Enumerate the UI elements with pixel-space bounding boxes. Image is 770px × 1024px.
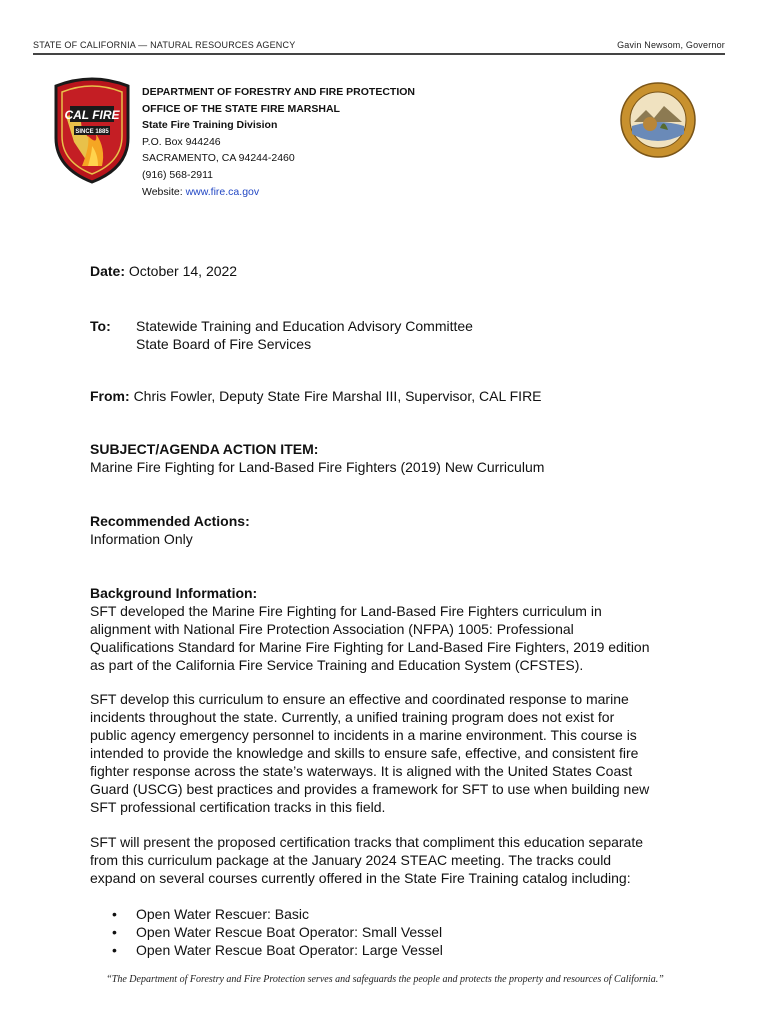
- header-divider: [33, 53, 725, 55]
- paragraph-line: SFT develop this curriculum to ensure an effective and coordinated response to marine: [90, 691, 629, 707]
- memo-to-label: To:: [90, 318, 111, 334]
- from-label: From:: [90, 388, 130, 404]
- date-value: October 14, 2022: [128, 263, 238, 279]
- subject-heading: SUBJECT/AGENDA ACTION ITEM:: [90, 441, 319, 457]
- recommended-actions-text: Information Only: [90, 531, 193, 547]
- logo-main-text: CAL FIRE: [64, 108, 120, 122]
- paragraph-line: fighter response across the state’s waterways. It is aligned with the United States Coast: [90, 763, 633, 779]
- memo-date: [90, 262, 237, 280]
- paragraph-line: expand on several courses currently offered in the State Fire Training catalog including:: [90, 870, 631, 886]
- website-label: Website:: [142, 185, 183, 198]
- from-value: Chris Fowler, Deputy State Fire Marshal III, Supervisor, CAL FIRE: [133, 388, 542, 404]
- logo-sub-text: SINCE 1885: [75, 129, 109, 135]
- paragraph-line: incidents throughout the state. Currently, a unified training program does not exist for: [90, 709, 615, 725]
- agency-name: STATE OF CALIFORNIA — NATURAL RESOURCES AGENCY: [33, 40, 296, 50]
- date-label: Date:: [90, 263, 126, 279]
- bullet-icon: •: [112, 924, 117, 940]
- list-item: • Open Water Rescuer: Basic: [112, 906, 309, 922]
- paragraph-line: SFT developed the Marine Fire Fighting for Land-Based Fire Fighters curriculum in: [90, 603, 602, 619]
- paragraph-line: Qualifications Standard for Marine Fire Fighting for Land-Based Fire Fighters, 2019 edition: [90, 639, 650, 655]
- cal-fire-logo: [52, 76, 132, 184]
- subject-section: [90, 440, 690, 476]
- paragraph-line: intended to provide the knowledge and skills to ensure safe, effective, and consistent fire: [90, 745, 639, 761]
- background-heading: Background Information:: [90, 585, 258, 601]
- letterhead-top-bar: [33, 40, 725, 50]
- memo-from: [90, 387, 542, 405]
- paragraph-line: as part of the California Fire Service Training and Education System (CFSTES).: [90, 657, 584, 673]
- department-name: DEPARTMENT OF FORESTRY AND FIRE PROTECTION: [142, 86, 416, 98]
- bullet-icon: •: [112, 942, 117, 958]
- background-paragraph-3: [90, 833, 690, 887]
- paragraph-line: public agency emergency personnel to incidents in a marine environment. This course is: [90, 727, 637, 743]
- governor-name: Gavin Newsom, Governor: [617, 40, 725, 50]
- recommended-actions-heading: Recommended Actions:: [90, 513, 250, 529]
- city-state-zip: SACRAMENTO, CA 94244-2460: [142, 152, 295, 165]
- list-item: • Open Water Rescue Boat Operator: Small Vessel: [112, 924, 443, 940]
- bullet-icon: •: [112, 906, 117, 922]
- california-state-seal: [620, 82, 696, 158]
- paragraph-line: from this curriculum package at the January 2024 STEAC meeting. The tracks could: [90, 852, 612, 868]
- footer-mission-statement: “The Department of Forestry and Fire Protection serves and safeguards the people and protects the property and resources of California.”: [106, 974, 664, 985]
- division-name: State Fire Training Division: [142, 119, 278, 132]
- department-address-block: [142, 84, 415, 200]
- paragraph-line: SFT professional certification tracks in this field.: [90, 799, 386, 815]
- subject-text: Marine Fire Fighting for Land-Based Fire Fighters (2019) New Curriculum: [90, 459, 545, 475]
- background-section: [90, 584, 690, 674]
- course-bullet-list: [112, 905, 443, 959]
- website-line: [142, 184, 415, 201]
- po-box: P.O. Box 944246: [142, 135, 221, 148]
- list-item: • Open Water Rescue Boat Operator: Large Vessel: [112, 942, 443, 958]
- recipient: Statewide Training and Education Advisory Committee: [136, 318, 473, 334]
- recipient: State Board of Fire Services: [136, 336, 312, 352]
- paragraph-line: SFT will present the proposed certification tracks that compliment this education separate: [90, 834, 644, 850]
- phone-number: (916) 568-2911: [142, 168, 214, 181]
- recommended-actions-section: [90, 512, 690, 548]
- background-paragraph-2: [90, 690, 690, 816]
- memo-recipients: [136, 317, 473, 353]
- website-link[interactable]: www.fire.ca.gov: [185, 185, 260, 198]
- paragraph-line: Guard (USCG) best practices and provides a framework for SFT to use when building new: [90, 781, 650, 797]
- paragraph-line: alignment with National Fire Protection Association (NFPA) 1005: Professional: [90, 621, 574, 637]
- office-name: OFFICE OF THE STATE FIRE MARSHAL: [142, 102, 340, 115]
